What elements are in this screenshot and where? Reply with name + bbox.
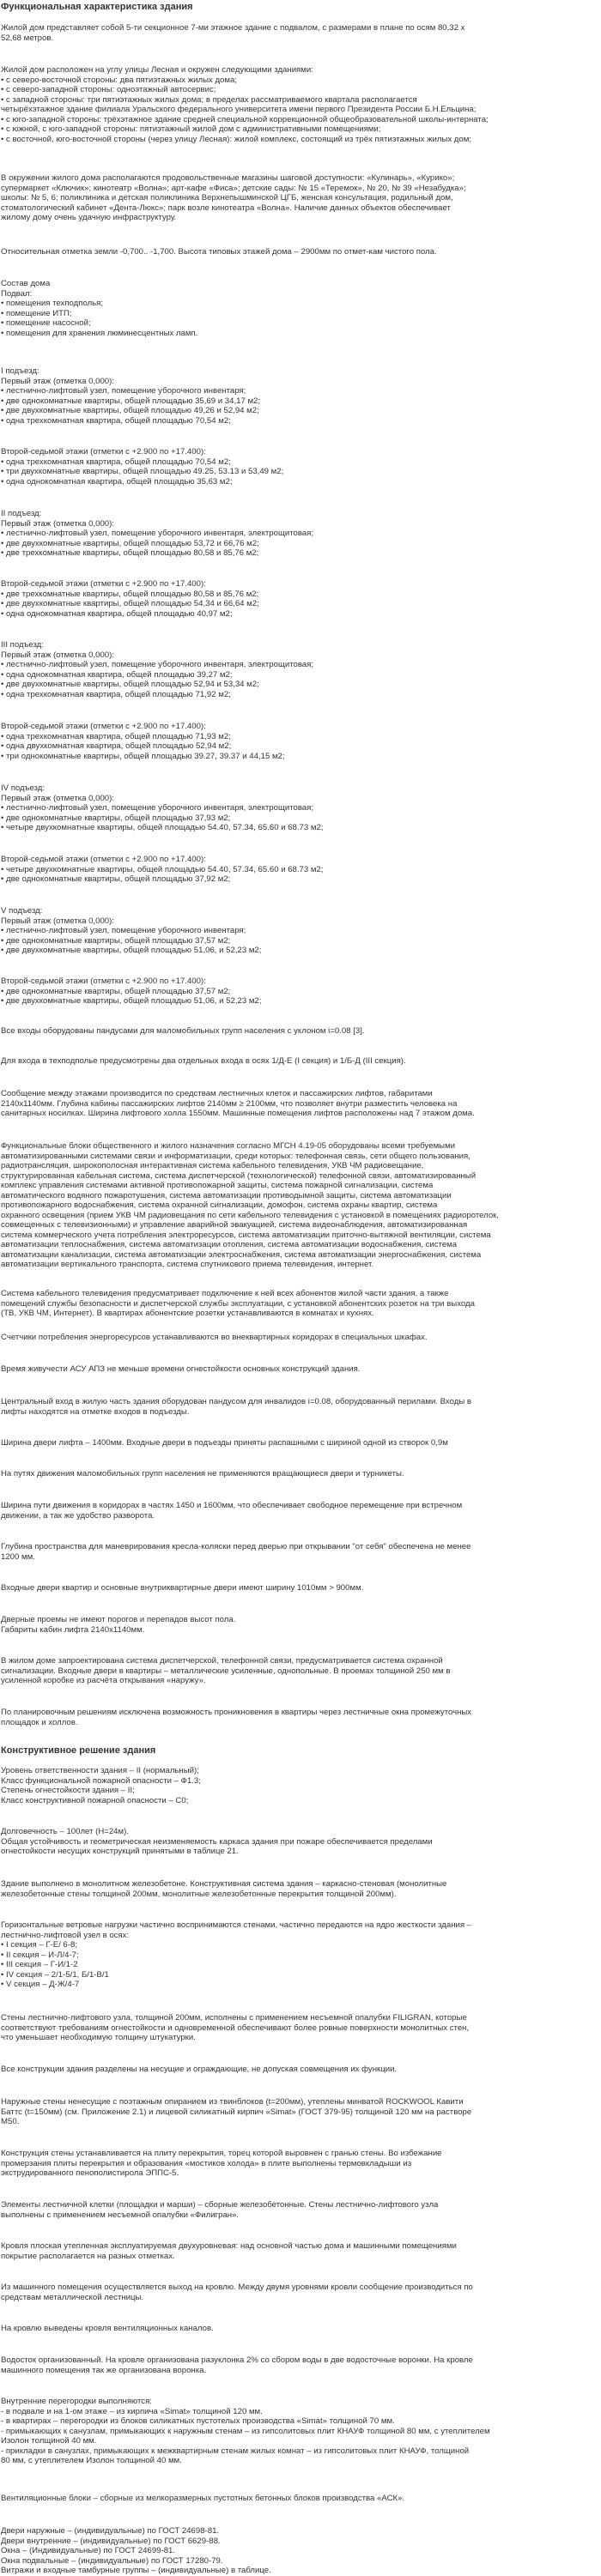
- paragraph: III подъезд: Первый этаж (отметка 0,000): • лестнично-лифтовый узел, помещение уборочного инвентаря, электрощитовая; • одна однокомнатная квартира, общей площадью 39,27 м2; • две двухкомнатные квартиры, общей площадью 52,94 и 53,34 м2; • одна трехкомнатная квартира, общей площадью 71,92 м2;: [1, 640, 314, 699]
- paragraph: Элементы лестничной клетки (площадки и марши) – сборные железобетонные. Стены лестнично-лифтового узла выполнены с применением несъемной опалубки «Филигран».: [1, 2200, 439, 2220]
- paragraph: Внутренние перегородки выполняются: - в подвале и на 1-ом этаже – из кирпича «Simat» толщиной 120 мм. - в квартирах – перегородки из блоков силикатных пустотелых производства «Simat» толщиной 70 мм. - примыкающих к санузлам, примыкающих к наружным стенам – из гипсолитовых плит КНАУФ толщиной 80 мм, с утеплителем Изолон толщиной 40 мм. - прикладки в санузлах, примыкающих к межквартирным стенам жилых комнат – из гипсолитовых плит КНАУФ, толщиной 80 мм, с утеплителем Изолон толщиной 40 мм.: [1, 2397, 490, 2465]
- paragraph: Для входа в техподполье предусмотрены два отдельных входа в осях 1/Д-Е (I секция) и 1/Б-Д (III секция).: [1, 1056, 406, 1066]
- paragraph: IV подъезд: Первый этаж (отметка 0,000): • лестнично-лифтовый узел, помещение уборочного инвентаря, электрощитовая; • две однокомнатные квартиры, общей площадью 37,93 м2; • четыре двухкомнатные квартиры, общей площадью 54.40, 57.34, 65.60 и 68.73 м2;: [1, 783, 324, 832]
- paragraph: Все входы оборудованы пандусами для маломобильных групп населения с уклоном i=0.08 [3].: [1, 1026, 365, 1036]
- paragraph: По планировочным решениям исключена возможность проникновения в квартиры через лестничные окна промежуточных площадок и холлов.: [1, 1708, 472, 1727]
- paragraph: Сообщение между этажами производится по средствам лестничных клеток и пассажирских лифтов, габаритами 2140х1140мм. Глубина кабины пассажирских лифтов 2140мм ≥ 2100мм, что позволяет внутри разместить человека на санитарных носилках. Ширина лифтового холла 1550мм. Машинные помещения лифтов расположены над 7 этажом дома.: [1, 1089, 475, 1118]
- paragraph: Конструкция стены устанавливается на плиту перекрытия, торец которой выровнен с гранью стены. Во избежание промерзания плиты перекрытия и образования «мостиков холода» в плите выполнены термовкладыши из экструдированного пенополистирола ЭППС-5.: [1, 2149, 442, 2178]
- paragraph: Входные двери квартир и основные внутриквартирные двери имеют ширину 1010мм > 900мм.: [1, 1583, 364, 1593]
- paragraph: Двери наружные – (индивидуальные) по ГОСТ 24698-81. Двери внутренние – (индивидуальные) по ГОСТ 6629-88. Окна – (Индивидуальные) по ГОСТ 24699-81. Окна подвальные – (индивидуальные) по ГОСТ 17280-79. Витражи и входные тамбурные группы – (индивидуальные) в таблице.: [1, 2526, 271, 2575]
- paragraph: II подъезд: Первый этаж (отметка 0,000): • лестнично-лифтовый узел, помещение уборочного инвентаря, электрощитовая; • две двухкомнатные квартиры, общей площадью 53,72 и 66,76 м2; • две трехкомнатные квартиры, общей площадью 80,58 и 85,76 м2;: [1, 509, 314, 558]
- paragraph: V подъезд: Первый этаж (отметка 0,000): • лестнично-лифтовый узел, помещение уборочного инвентаря; • две однокомнатные квартиры, общей площадью 37,57 м2; • две двухкомнатные квартиры, общей площадью 51,06, и 52,23 м2;: [1, 906, 262, 955]
- paragraph: I подъезд: Первый этаж (отметка 0,000): • лестнично-лифтовый узел, помещение уборочного инвентаря; • две однокомнатные квартиры, общей площадью 35,69 и 34,17 м2; • две двухкомнатные квартиры, общей площадью 49,26 и 52,94 м2; • одна трехкомнатная квартира, общей площадью 70,54 м2;: [1, 366, 261, 426]
- paragraph: Второй-седьмой этажи (отметки с +2.900 по +17.400): • две однокомнатные квартиры, общей площадью 37,57 м2; • две двухкомнатные квартиры, общей площадью 51,06, и 52,23 м2;: [1, 977, 262, 1006]
- paragraph: Ширина двери лифта – 1400мм. Входные двери в подъезды приняты распашными с шириной одной из створок 0,9м: [1, 1438, 448, 1448]
- paragraph: Система кабельного телевидения предусматривает подключение к ней всех абонентов жилой части здания, а также помещений службы безопасности и диспетчерской службы эксплуатации, с установкой абонентских розеток на три выхода (ТВ, УКВ ЧМ, Интернет). В квартирах абонентские розетки устанавливаются в комнатах и кухнях.: [1, 1289, 475, 1318]
- paragraph: Здание выполнено в монолитном железобетоне. Конструктивная система здания – каркасно-стеновая (монолитные железобетонные стены толщиной 200мм, монолитные железобетонные перекрытия толщиной 200мм).: [1, 1879, 447, 1899]
- paragraph: На кровлю выведены кровля вентиляционных каналов.: [1, 2324, 214, 2333]
- paragraph: Время живучести АСУ АПЗ не меньше времени огнестойкости основных конструкций здания.: [1, 1364, 361, 1374]
- paragraph: Наружные стены ненесущие с поэтажным опиранием из твинблоков (t=200мм), утеплены минватой ROCKWOOL Кавити Баттс (t=150мм) (см. Приложение 2.1) и лицевой силикатный кирпич «Simat» (ГОСТ 379-95) толщиной 120 мм на растворе М50.: [1, 2097, 472, 2126]
- paragraph: Функциональные блоки общественного и жилого назначения согласно МГСН 4.19-05 оборудованы всеми требуемыми автоматизированными системами связи и информатизации, среди которых: телефонная связь, сети общего пользования, радиотрансляция, широкополосная интерактивная система кабельного телевидения, УКВ ЧМ радиовещание, структурированная кабельная система, система диспетчерской (технологической) телефонной связи, автоматизированный комплекс управления системами активной противопожарной защиты, система пожарной сигнализации, система автоматического водяного пожаротушения, система автоматизации противодымной защиты, система автоматизации противопожарного водоснабжения, система охранной сигнализации, домофон, система охраны квартир, система охранного освещения (прием УКВ ЧМ радиовещания по сети кабельного телевидения с установкой в помещениях радиоротелок, совмещенных с телевизионными) и управление аварийной эвакуацией, система видеонаблюдения, автоматизированная система коммерческого учета потребления электроресурсов, система автоматизации приточно-вытяжной вентиляции, система автоматизации теплоснабжения, система автоматизации отопления, система автоматизации водоснабжения, система автоматизации канализации, система автоматизации электроснабжения, система автоматизации энергоснабжения, система автоматизации вертикального транспорта, система спутникового приема телевидения, интернет.: [1, 1141, 500, 1269]
- section-heading: Функциональная характеристика здания: [1, 2, 193, 12]
- paragraph: Стены лестнично-лифтового узла, толщиной 200мм, исполнены с применением несъемной опалубки FILIGRAN, которые соответствуют требованиям огнестойкости и одновременной обеспечивают более ровные поверхности монолитных стен, что уменьшает необходимую толщину штукатурки.: [1, 2013, 470, 2042]
- paragraph: Центральный вход в жилую часть здания оборудован пандусом для инвалидов i=0.08, оборудованный перилами. Входы в лифты находятся на отметке входов в подъезды.: [1, 1397, 471, 1417]
- paragraph: Уровень ответственности здания – II (нормальный); Класс функциональной пожарной опасности – Ф1.3; Степень огнестойкости здания – II; Класс конструктивной пожарной опасности – С0;: [1, 1766, 201, 1805]
- paragraph: Счетчики потребления энергоресурсов устанавливаются во внеквартирных коридорах в специальных шкафах.: [1, 1333, 428, 1342]
- paragraph: Дверные проемы не имеют порогов и перепадов высот пола. Габариты кабин лифта 2140х1140мм.: [1, 1615, 236, 1635]
- paragraph: Второй-седьмой этажи (отметки с +2.900 по +17.400): • одна трехкомнатная квартира, общей площадью 70,54 м2; • три двухкомнатные квартиры, общей площадью 49.25, 53.13 и 53,49 м2; • одна однокомнатная квартира, общей площадью 35,63 м2;: [1, 447, 284, 487]
- paragraph: Ширина пути движения в коридорах в частях 1450 и 1600мм, что обеспечивает свободное перемещение при встречном движении, а так же удобство разворота.: [1, 1501, 463, 1521]
- paragraph: Все конструкции здания разделены на несущие и ограждающие, не допуская совмещения их функции.: [1, 2065, 398, 2074]
- paragraph: Кровля плоская утепленная эксплуатируемая двухуровневая: над основной частью дома и машинными помещениями покрытие располагается на разных отметках.: [1, 2241, 457, 2261]
- paragraph: Состав дома Подвал: • помещения техподполья; • помещение ИТП; • помещение насосной; • помещения для хранения люминесцентных ламп.: [1, 279, 198, 338]
- paragraph: Из машинного помещения осуществляется выход на кровлю. Между двумя уровнями кровли сообщение производиться по средствам металлической лестницы.: [1, 2283, 473, 2302]
- paragraph: Второй-седьмой этажи (отметки с +2.900 по +17.400): • две трехкомнатные квартиры, общей площадью 80,58 и 85,76 м2; • две двухкомнатные квартиры, общей площадью 54,34 и 66,64 м2; • одна однокомнатная квартира, общей площадью 40,97 м2;: [1, 579, 259, 619]
- section-heading: Конструктивное решение здания: [1, 1745, 156, 1756]
- paragraph: Глубина пространства для маневрирования кресла-коляски перед дверью при открывании "от себя" обеспечена не менее 1200 мм.: [1, 1542, 471, 1562]
- paragraph: Жилой дом представляет собой 5-ти секционное 7-ми этажное здание с подвалом, с размерами в плане по осям 80,32 х 52,68 метров.: [1, 23, 465, 43]
- paragraph: Вентиляционные блоки – сборные из мелкоразмерных пустотных бетонных блоков производства «АСК».: [1, 2494, 405, 2503]
- paragraph: Долговечность – 100лет (Н=24м). Общая устойчивость и геометрическая неизменяемость каркаса здания при пожаре обеспечивается пределами огнестойкости несущих конструкций принятыми в таблице 21.: [1, 1827, 433, 1856]
- paragraph: В жилом доме запроектирована система диспетчерской, телефонной связи, предусматривается система охранной сигнализации. Входные двери в квартиры – металлические усиленные, однопольные. В проемах толщиной 250 мм в усиленной коробке из расчёта открывания «наружу».: [1, 1656, 451, 1685]
- paragraph: Горизонтальные ветровые нагрузки частично воспринимаются стенами, частично передаются на ядро жесткости здания – лестнично-лифтовой узел в осях: • I секция – Г-Е/ 6-8; • II секция – И-Л/4-7; • III секция – Г-И/1-2 • IV секция – 2/1-5/1, Б/1-В/1 • V секция – Д-Ж/4-7: [1, 1920, 472, 1989]
- paragraph: Относительная отметка земли -0,700.. -1,700. Высота типовых этажей дома – 2900мм по отмет-кам чистого пола.: [1, 247, 437, 257]
- paragraph: Второй-седьмой этажи (отметки с +2.900 по +17.400): • четыре двухкомнатные квартиры, общей площадью 54.40, 57.34, 65.60 и 68.73 м2; • две однокомнатные квартиры, общей площадью 37,92 м2;: [1, 855, 324, 884]
- paragraph: На путях движения маломобильных групп населения не применяются вращающиеся двери и турникеты.: [1, 1469, 404, 1478]
- paragraph: Жилой дом расположен на углу улицы Лесная и окружен следующими зданиями: • с северо-восточной стороны: два пятиэтажных жилых дома; • с северо-западной стороны: одноэтажный автосервис; • с западной стороны: три пятиэтажных жилых дома; в пределах рассматриваемого квартала располагается четырёхэтажное здание филиала Уральского федерального университета имени первого Президента России Б.Н.Ельцина; • с юго-западной стороны: трёхэтажное здание средней специальной коррекционной общеобразовательной школы-интерната; • с южной, с юго-западной стороны: пятиэтажный жилой дом с административными помещениями; • с восточной, юго-восточной стороны (через улицу Лесная): жилой комплекс, состоящий из трёх пятиэтажных жилых дом;: [1, 65, 489, 144]
- paragraph: Второй-седьмой этажи (отметки с +2.900 по +17.400): • одна трехкомнатная квартира, общей площадью 71,93 м2; • одна двухкомнатная квартира, общей площадью 52,94 м2; • три однокомнатные квартиры, общей площадью 39.27, 39.37 и 44,15 м2;: [1, 722, 285, 761]
- paragraph: Водосток организованный. На кровле организована разуклонка 2% со сбором воды в две водосточные воронки. На кровле машинного помещения так же организована воронка.: [1, 2355, 473, 2375]
- paragraph: В окружении жилого дома располагаются продовольственные магазины шаговой доступности: «Кулинарь», «Курико»; супермаркет «Ключик»; кинотеатр «Волна»; арт-кафе «Фиса»; детские сады: № 15 «Теремок», № 20, № 39 «Незабудка»; школы: № 5, 6; поликлиника и детская поликлиника Верхнепышминской ЦГБ, женская консультация, родильный дом, стоматологический кабинет «Дента-Люкс»; парк возле кинотеатра «Волна». Наличие данных объектов обеспечивает жилому дому очень удачную инфраструктуру.: [1, 173, 466, 222]
